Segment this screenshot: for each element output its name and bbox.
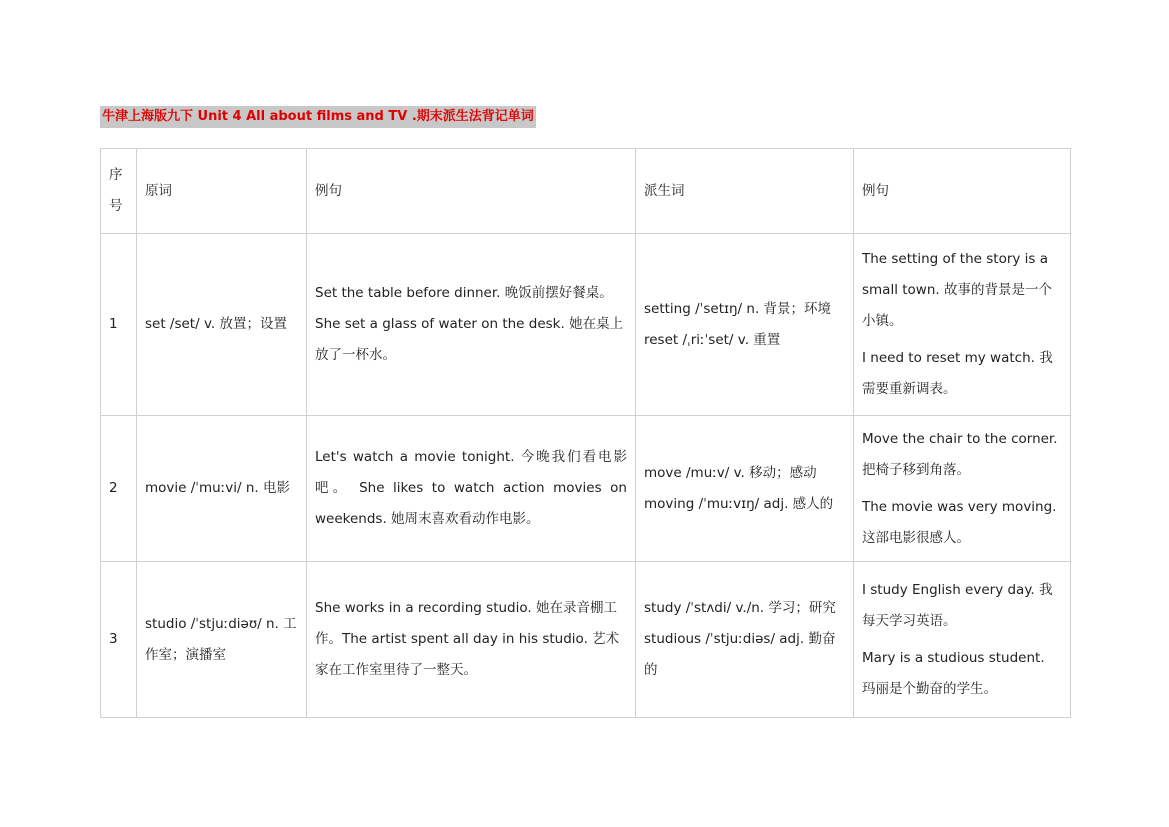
- derived-word: study /ˈstʌdi/ v./n. 学习；研究: [644, 600, 836, 616]
- row-word: set /set/ v. 放置；设置: [137, 234, 307, 416]
- vocabulary-table: [100, 148, 1071, 718]
- row-number: 3: [101, 562, 137, 718]
- document-title: 牛津上海版九下 Unit 4 All about films and TV .期末派生法背记单词: [100, 106, 536, 128]
- row-derived-examples: [854, 416, 1071, 562]
- table-row: [101, 416, 1071, 562]
- table-header-row: [101, 149, 1071, 234]
- row-derived-examples: [854, 562, 1071, 718]
- derived-example: I need to reset my watch. 我需要重新调表。: [862, 350, 1053, 397]
- row-example: Set the table before dinner. 晚饭前摆好餐桌。She set a glass of water on the desk. 她在桌上放了一杯水。: [307, 234, 636, 416]
- row-example: Let's watch a movie tonight. 今晚我们看电影吧。 She likes to watch action movies on weekends. 她周末喜欢看动作电影。: [307, 416, 636, 562]
- derived-example: The setting of the story is a small town. 故事的背景是一个小镇。: [862, 251, 1052, 329]
- derived-word: setting /ˈsetɪŋ/ n. 背景；环境: [644, 300, 832, 317]
- row-derived-words: [636, 234, 854, 416]
- header-derived-example: 例句: [854, 149, 1071, 234]
- row-number: 2: [101, 416, 137, 562]
- derived-word: moving /ˈmuːvɪŋ/ adj. 感人的: [644, 495, 834, 512]
- derived-word: studious /ˈstjuːdiəs/ adj. 勤奋的: [644, 631, 836, 678]
- derived-example: The movie was very moving. 这部电影很感人。: [862, 498, 1057, 546]
- derived-word: move /muːv/ v. 移动；感动: [644, 464, 817, 481]
- table-row: [101, 234, 1071, 416]
- row-example: She works in a recording studio. 她在录音棚工作。The artist spent all day in his studio. 艺术家在工作室里待了一整天。: [307, 562, 636, 718]
- row-derived-words: [636, 562, 854, 718]
- row-word: movie /ˈmuːvi/ n. 电影: [137, 416, 307, 562]
- row-word: studio /ˈstjuːdiəʊ/ n. 工作室；演播室: [137, 562, 307, 718]
- header-word: 原词: [137, 149, 307, 234]
- row-derived-examples: [854, 234, 1071, 416]
- derived-example: Move the chair to the corner. 把椅子移到角落。: [862, 430, 1058, 478]
- derived-example: I study English every day. 我每天学习英语。: [862, 581, 1053, 629]
- header-example: 例句: [307, 149, 636, 234]
- derived-word: reset /ˌriːˈset/ v. 重置: [644, 331, 781, 348]
- header-derived-word: 派生词: [636, 149, 854, 234]
- header-number: 序号: [101, 149, 137, 234]
- derived-example: Mary is a studious student. 玛丽是个勤奋的学生。: [862, 649, 1045, 697]
- row-derived-words: [636, 416, 854, 562]
- row-number: 1: [101, 234, 137, 416]
- table-row: [101, 562, 1071, 718]
